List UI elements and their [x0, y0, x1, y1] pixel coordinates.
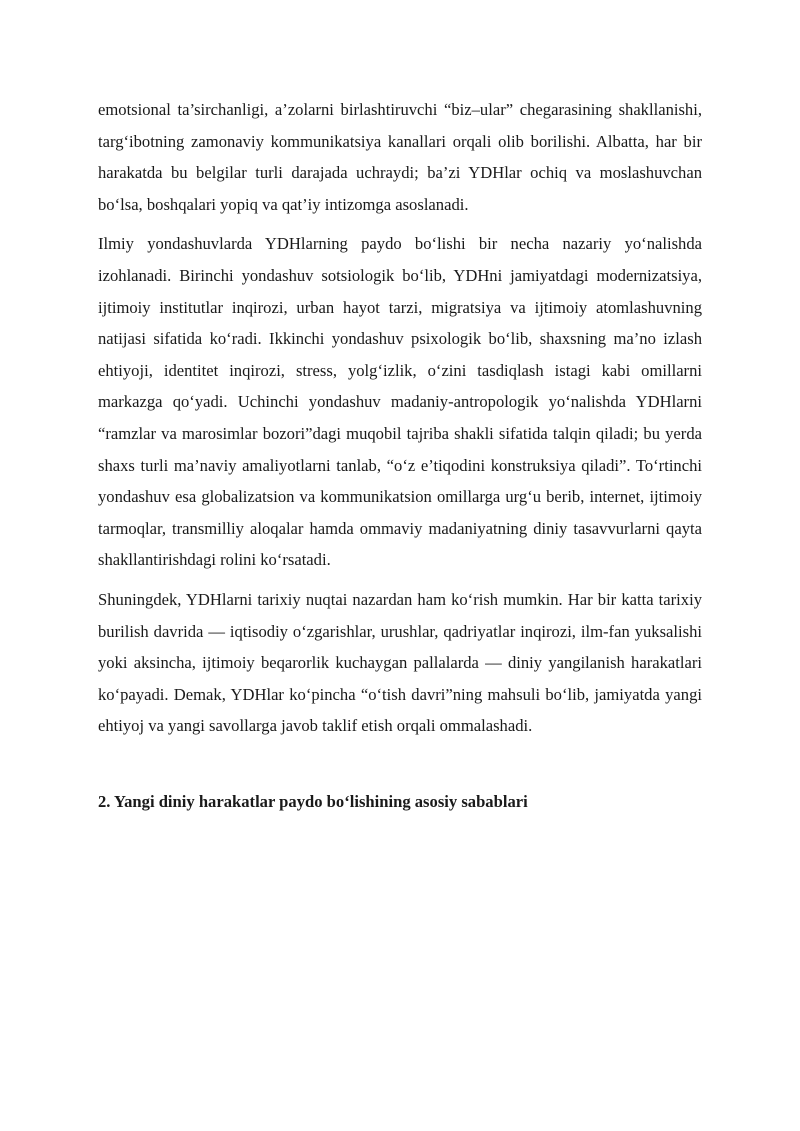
paragraph-2: Ilmiy yondashuvlarda YDHlarning paydo bo‘lishi bir necha nazariy yo‘nalishda izohlanadi. Birinchi yondashuv sotsiologik bo‘lib, YDHni jamiyatdagi modernizatsiya, ijtimoiy institutlar inqirozi, urban hayot tarzi, migratsiya va ijtimoiy atomlashuvning natijasi sifatida ko‘radi. Ikkinchi yondashuv psixologik bo‘lib, shaxsning ma’no izlash ehtiyoji, identitet inqirozi, stress, yolg‘izlik, o‘zini tasdiqlash istagi kabi omillarni markazga qo‘yadi. Uchinchi yondashuv madaniy-antropologik yo‘nalishda YDHlarni “ramzlar va marosimlar bozori”dagi muqobil tajriba shakli sifatida talqin qiladi; bu yerda shaxs turli ma’naviy amaliyotlarni tanlab, “o‘z e’tiqodini konstruksiya qiladi”. To‘rtinchi yondashuv esa globalizatsion va kommunikatsion omillarga urg‘u berib, internet, ijtimoiy tarmoqlar, transmilliy aloqalar hamda ommaviy madaniyatning diniy tasavvurlarni qayta shakllantirishdagi rolini ko‘rsatadi.	[98, 234, 702, 570]
document-page	[98, 94, 702, 817]
section-heading: 2. Yangi diniy harakatlar paydo bo‘lishining asosiy sabablari	[98, 791, 528, 811]
paragraph-1: emotsional ta’sirchanligi, a’zolarni birlashtiruvchi “biz–ular” chegarasining shakllanishi, targ‘ibotning zamonaviy kommunikatsiya kanallari orqali olib borilishi. Albatta, har bir harakatda bu belgilar turli darajada uchraydi; ba’zi YDHlar ochiq va moslashuvchan bo‘lsa, boshqalari yopiq va qat’iy intizomga asoslanadi.	[98, 100, 702, 214]
paragraph-3: Shuningdek, YDHlarni tarixiy nuqtai nazardan ham ko‘rish mumkin. Har bir katta tarixiy burilish davrida — iqtisodiy o‘zgarishlar, urushlar, qadriyatlar inqirozi, ilm-fan yuksalishi yoki aksincha, ijtimoiy beqarorlik kuchaygan pallalarda — diniy yangilanish harakatlari ko‘payadi. Demak, YDHlar ko‘pincha “o‘tish davri”ning mahsuli bo‘lib, jamiyatda yangi ehtiyoj va yangi savollarga javob taklif etish orqali ommalashadi.	[98, 589, 702, 736]
